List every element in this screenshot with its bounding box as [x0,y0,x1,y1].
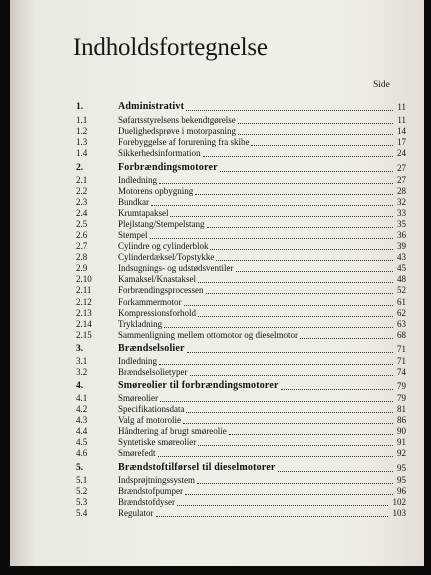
toc-row [76,404,406,414]
toc-page-number: 95 [397,463,406,473]
toc-row [76,137,406,147]
toc-page-number: 45 [397,263,406,273]
toc-number: 2. [76,163,84,173]
toc-title: Specifikationsdata [118,404,185,414]
toc-dot-leader [187,352,393,353]
toc-number: 1.4 [76,148,88,158]
toc-page-number: 48 [397,274,406,284]
toc-number: 4.2 [76,404,88,414]
toc-row [76,197,406,207]
toc-number: 5.3 [76,497,88,507]
toc-title: Brændstofdyser [118,497,175,507]
toc-dot-leader [300,338,393,339]
toc-page-number: 63 [397,319,406,329]
toc-number: 2.3 [76,197,88,207]
toc-title: Plejlstang/Stempelstang [118,219,205,229]
toc-page-number: 79 [397,393,406,403]
toc-number: 4.3 [76,415,88,425]
toc-dot-leader [156,516,388,517]
toc-dot-leader [203,156,393,157]
toc-title: Indsugnings- og udstødsventiler [118,263,234,273]
toc-number: 3.1 [76,356,88,366]
toc-number: 2.15 [76,330,92,340]
toc-row [76,252,406,262]
toc-dot-leader [195,194,393,195]
toc-number: 3. [76,344,84,354]
toc-dot-leader [251,145,393,146]
toc-row [76,367,406,377]
toc-title: Forebyggelse af forurening fra skibe [118,137,250,147]
toc-row [76,241,406,251]
toc-number: 2.8 [76,252,88,262]
toc-title: Stempel [118,230,148,240]
toc-chapter-row [76,102,406,112]
toc-page-number: 95 [397,475,406,485]
toc-row [76,475,406,485]
toc-dot-leader [183,423,393,424]
toc-dot-leader [236,271,393,272]
toc-title: Kamaksel/Knastaksel [118,274,196,284]
toc-dot-leader [207,227,393,228]
toc-page-number: 33 [397,208,406,218]
toc-number: 5.1 [76,475,88,485]
toc-row [76,115,406,125]
toc-chapter-row [76,344,406,354]
toc-number: 1.1 [76,115,88,125]
toc-number: 2.5 [76,219,88,229]
toc-dot-leader [198,445,393,446]
toc-row [76,330,406,340]
toc-dot-leader [164,327,393,328]
toc-page-number: 61 [397,297,406,307]
toc-dot-leader [158,456,393,457]
toc-row [76,186,406,196]
toc-title: Søfartsstyrelsens bekendtgørelse [118,115,236,125]
toc-row [76,448,406,458]
toc-dot-leader [190,375,393,376]
toc-title: Krumtapaksel [118,208,169,218]
toc-number: 2.11 [76,285,92,295]
toc-number: 2.1 [76,175,88,185]
toc-dot-leader [170,216,393,217]
toc-page-number: 68 [397,330,406,340]
toc-row [76,208,406,218]
toc-number: 2.14 [76,319,92,329]
toc-title: Indledning [118,175,157,185]
toc-page-number: 14 [397,126,406,136]
toc-title: Brændstofpumper [118,486,183,496]
toc-title: Brændstoftilførsel til dieselmotorer [118,462,276,473]
toc-dot-leader [281,389,393,390]
toc-title: Forbrændingsprocessen [118,285,204,295]
toc-page-number: 62 [397,308,406,318]
toc-page-number: 103 [392,508,406,518]
toc-page-number: 86 [397,415,406,425]
toc-row [76,437,406,447]
toc-row [76,175,406,185]
toc-page-number: 81 [397,404,406,414]
toc-row [76,356,406,366]
toc-title: Cylinderdæksel/Topstykke [118,252,215,262]
toc-chapter-row [76,163,406,173]
toc-dot-leader [185,494,393,495]
toc-title: Trykladning [118,319,163,329]
toc-page-number: 91 [397,437,406,447]
toc-number: 5. [76,463,84,473]
toc-dot-leader [150,238,393,239]
toc-row [76,263,406,273]
toc-page-number: 52 [397,285,406,295]
toc-title: Smøreolier [118,393,158,403]
toc-title: Cylindre og cylinderblok [118,241,209,251]
toc-number: 2.6 [76,230,88,240]
toc-row [76,230,406,240]
toc-number: 5.2 [76,486,88,496]
toc-title: Valg af motorolie [118,415,181,425]
toc-number: 2.2 [76,186,88,196]
toc-title: Brændselsolietyper [118,367,188,377]
page-title: Indholdsfortegnelse [73,34,268,61]
toc-page-number: 102 [392,497,406,507]
toc-dot-leader [238,134,393,135]
toc-page-number: 43 [397,252,406,262]
toc-row [76,415,406,425]
toc-row [76,308,406,318]
toc-dot-leader [151,205,393,206]
toc-dot-leader [198,282,393,283]
toc-dot-leader [184,305,393,306]
toc-number: 4.1 [76,393,88,403]
toc-number: 2.9 [76,263,88,273]
toc-row [76,393,406,403]
toc-dot-leader [186,110,393,111]
toc-title: Forbrændingsmotorer [118,162,218,173]
side-column-label: Side [373,80,390,90]
toc-number: 2.10 [76,274,92,284]
toc-page-number: 79 [397,381,406,391]
toc-dot-leader [206,293,393,294]
toc-number: 4.5 [76,437,88,447]
toc-dot-leader [197,483,393,484]
toc-title: Indsprøjtningssystem [118,475,196,485]
toc-page-number: 74 [397,367,406,377]
toc-title: Sikkerhedsinformation [118,148,201,158]
toc-title: Duelighedsprøve i motorpasning [118,126,236,136]
toc-number: 4.4 [76,426,88,436]
toc-dot-leader [160,401,393,402]
toc-page-number: 11 [397,115,406,125]
toc-row [76,426,406,436]
toc-dot-leader [216,260,393,261]
toc-dot-leader [186,412,393,413]
toc-title: Håndtering af brugt smøreolie [118,426,227,436]
toc-page-number: 92 [397,448,406,458]
toc-title: Kompressionsforhold [118,308,196,318]
toc-row [76,126,406,136]
toc-dot-leader [159,364,393,365]
toc-number: 1.2 [76,126,88,136]
toc-title: Bundkar [118,197,149,207]
toc-page-number: 28 [397,186,406,196]
toc-title: Sammenligning mellem ottomotor og dieselmotor [118,330,298,340]
toc-page-number: 71 [397,344,406,354]
toc-dot-leader [220,171,393,172]
toc-chapter-row [76,381,406,391]
toc-number: 1.3 [76,137,88,147]
toc-number: 2.13 [76,308,92,318]
toc-dot-leader [229,434,393,435]
toc-title: Motorens opbygning [118,186,194,196]
toc-page-number: 35 [397,219,406,229]
toc-number: 4.6 [76,448,88,458]
toc-dot-leader [198,316,393,317]
toc-page-number: 11 [397,102,406,112]
toc-number: 2.12 [76,297,92,307]
toc-row [76,219,406,229]
toc-row [76,486,406,496]
toc-dot-leader [278,471,393,472]
toc-title: Syntetiske smøreolier [118,437,197,447]
toc-page-number: 96 [397,486,406,496]
toc-number: 2.7 [76,241,88,251]
toc-row [76,497,406,507]
document-page [10,0,424,566]
toc-row [76,285,406,295]
toc-title: Indledning [118,356,157,366]
toc-page-number: 24 [397,148,406,158]
toc-page-number: 90 [397,426,406,436]
toc-row [76,148,406,158]
toc-page-number: 71 [397,356,406,366]
toc-dot-leader [238,123,393,124]
toc-row [76,319,406,329]
toc-title: Forkammermotor [118,297,182,307]
toc-title: Administrativt [118,101,185,112]
toc-page-number: 32 [397,197,406,207]
toc-dot-leader [159,183,393,184]
toc-number: 2.4 [76,208,88,218]
toc-dot-leader [210,249,393,250]
toc-title: Brændselsolier [118,343,185,354]
toc-page-number: 17 [397,137,406,147]
toc-row [76,508,406,518]
toc-title: Regulator [118,508,154,518]
toc-page-number: 39 [397,241,406,251]
toc-number: 3.2 [76,367,88,377]
toc-row [76,297,406,307]
toc-title: Smørefedt [118,448,156,458]
toc-page-number: 27 [397,163,406,173]
toc-title: Smøreolier til forbrændingsmotorer [118,380,279,391]
toc-number: 4. [76,381,84,391]
toc-page-number: 27 [397,175,406,185]
toc-row [76,274,406,284]
toc-chapter-row [76,463,406,473]
toc-number: 5.4 [76,508,88,518]
toc-number: 1. [76,102,84,112]
toc-dot-leader [177,505,388,506]
toc-page-number: 36 [397,230,406,240]
